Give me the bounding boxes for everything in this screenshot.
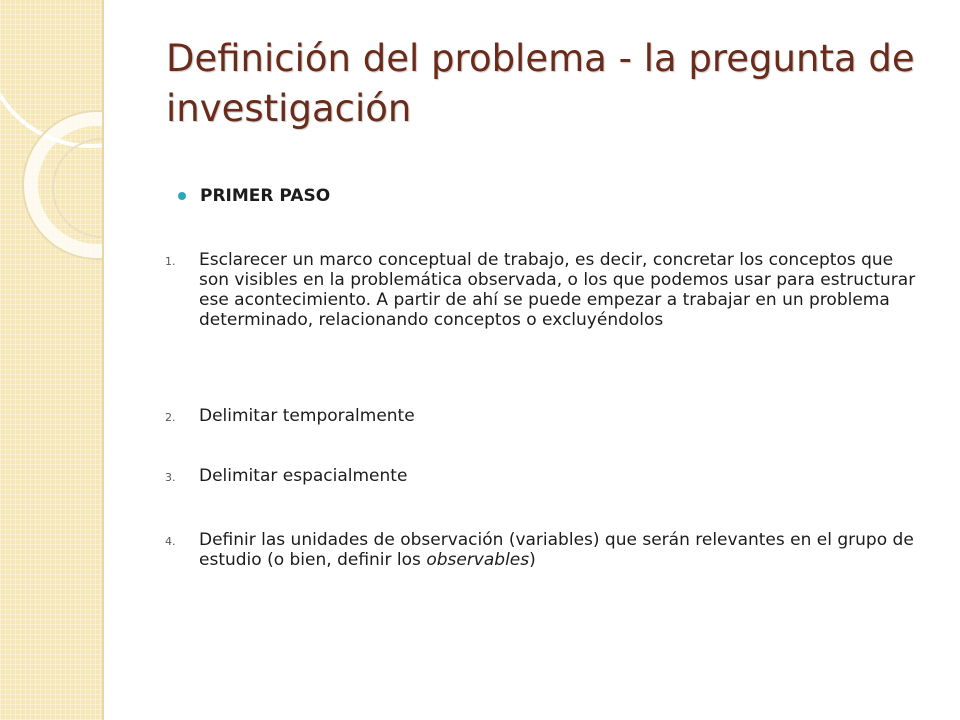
step-text: Delimitar temporalmente <box>199 406 415 426</box>
step-text-emphasis: observables <box>426 550 530 570</box>
step-number: 2. <box>165 411 176 424</box>
step-item-2 <box>165 406 925 426</box>
step-number: 4. <box>165 535 176 548</box>
bullet-dot-icon <box>178 192 186 200</box>
step-text: Delimitar espacialmente <box>199 466 408 486</box>
step-text-container <box>199 530 925 570</box>
step-text: Esclarecer un marco conceptual de trabajo, es decir, concretar los conceptos que son visibles en la problemática observada, o los que podemos usar para estructurar ese acontecimiento. A partir de ahí se puede empezar a trabajar en un problema determinado, relacionando conceptos o excluyéndolos <box>199 250 916 330</box>
step-number: 3. <box>165 471 176 484</box>
step-text-tail: ) <box>529 550 536 570</box>
step-item-3 <box>165 466 925 486</box>
step-number: 1. <box>165 255 176 268</box>
bullet-label: PRIMER PASO <box>200 186 331 206</box>
step-item-1 <box>165 250 925 330</box>
step-text: Definir las unidades de observación (variables) que serán relevantes en el grupo de estudio (o bien, definir los <box>199 530 914 570</box>
decorative-side-band <box>0 0 104 720</box>
slide-title: Definición del problema - la pregunta de investigación <box>166 37 915 130</box>
step-item-4 <box>165 530 925 570</box>
bullet-item <box>178 186 330 206</box>
